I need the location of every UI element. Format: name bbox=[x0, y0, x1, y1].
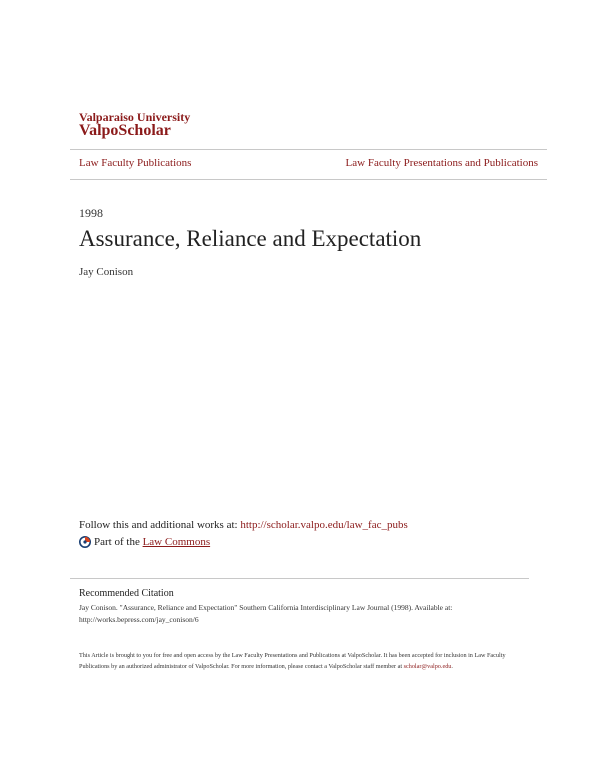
repository-name: ValpoScholar bbox=[79, 122, 171, 139]
paper-author: Jay Conison bbox=[79, 266, 134, 278]
recommended-citation-heading: Recommended Citation bbox=[79, 588, 174, 599]
part-of-line bbox=[79, 536, 210, 548]
follow-prefix: Follow this and additional works at: bbox=[79, 519, 238, 531]
contact-email-link[interactable]: scholar@valpo.edu bbox=[403, 663, 452, 670]
header-divider-top bbox=[70, 149, 547, 150]
collection-link-presentations-and-publications[interactable]: Law Faculty Presentations and Publications bbox=[345, 157, 538, 169]
access-notice bbox=[79, 650, 534, 672]
citation-text: Jay Conison. "Assurance, Reliance and Expectation" Southern California Interdisciplinary Law Journal (1998). Available at: http://works.bepress.com/jay_conison/6 bbox=[79, 603, 453, 624]
follow-url-link[interactable]: http://scholar.valpo.edu/law_fac_pubs bbox=[240, 519, 408, 531]
bepress-network-icon bbox=[79, 536, 91, 548]
notice-suffix: . bbox=[451, 663, 453, 670]
law-commons-link[interactable]: Law Commons bbox=[142, 536, 211, 548]
paper-title: Assurance, Reliance and Expectation bbox=[79, 226, 422, 251]
institution-name: Valparaiso University bbox=[79, 110, 191, 124]
collection-link-law-faculty-publications[interactable]: Law Faculty Publications bbox=[79, 157, 192, 169]
part-of-prefix: Part of the bbox=[94, 536, 140, 548]
citation-divider bbox=[70, 578, 529, 579]
header-divider-bottom bbox=[70, 179, 547, 180]
follow-line bbox=[79, 519, 408, 531]
notice-text: This Article is brought to you for free and open access by the Law Faculty Presentations and Publications at ValpoScholar. It has been accepted for inclusion in Law Faculty Publications by an authorized administrator of ValpoScholar. For more information, please contact a ValpoScholar staff member at bbox=[79, 652, 506, 670]
publication-year: 1998 bbox=[79, 206, 103, 220]
